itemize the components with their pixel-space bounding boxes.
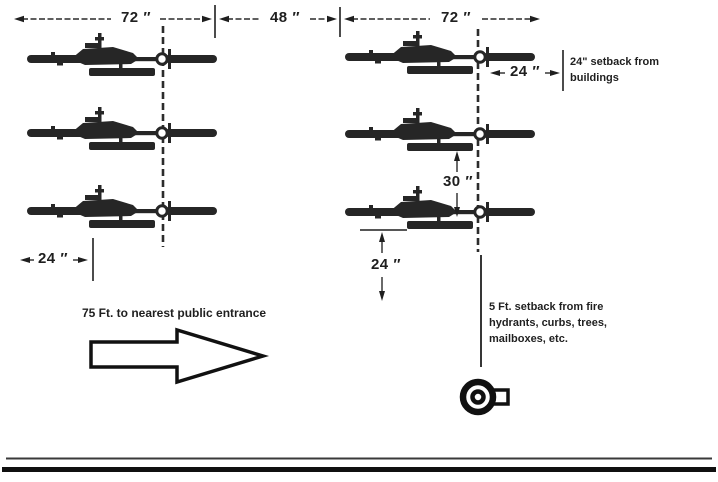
dim-label-72-right: 72 ″ bbox=[440, 9, 472, 26]
bicycle-left-row3 bbox=[27, 185, 217, 228]
dim-label-72-left: 72 ″ bbox=[120, 9, 152, 26]
bicycle-right-row2 bbox=[345, 108, 535, 151]
dim-label-24-bottom-right: 24 ″ bbox=[370, 256, 402, 273]
note-fire-hydrant-setback: 5 Ft. setback from fire hydrants, curbs, trees, mailboxes, etc. bbox=[489, 301, 607, 345]
dim-label-48-center: 48 ″ bbox=[269, 9, 301, 26]
note-public-entrance: 75 Ft. to nearest public entrance bbox=[82, 306, 267, 320]
block-arrow-right-icon bbox=[91, 330, 263, 382]
fire-hydrant-icon bbox=[463, 382, 508, 412]
dim-label-24-bottom-left: 24 ″ bbox=[37, 250, 69, 267]
bicycle-left-row2 bbox=[27, 107, 217, 150]
bicycle-right-row3 bbox=[345, 186, 535, 229]
dim-label-30-row-spacing: 30 ″ bbox=[442, 173, 474, 190]
street-line-thick bbox=[2, 467, 716, 472]
note-building-setback: 24" setback from buildings bbox=[570, 56, 659, 84]
dim-label-24-building: 24 ″ bbox=[509, 63, 541, 80]
bicycle-left-row1 bbox=[27, 33, 217, 76]
